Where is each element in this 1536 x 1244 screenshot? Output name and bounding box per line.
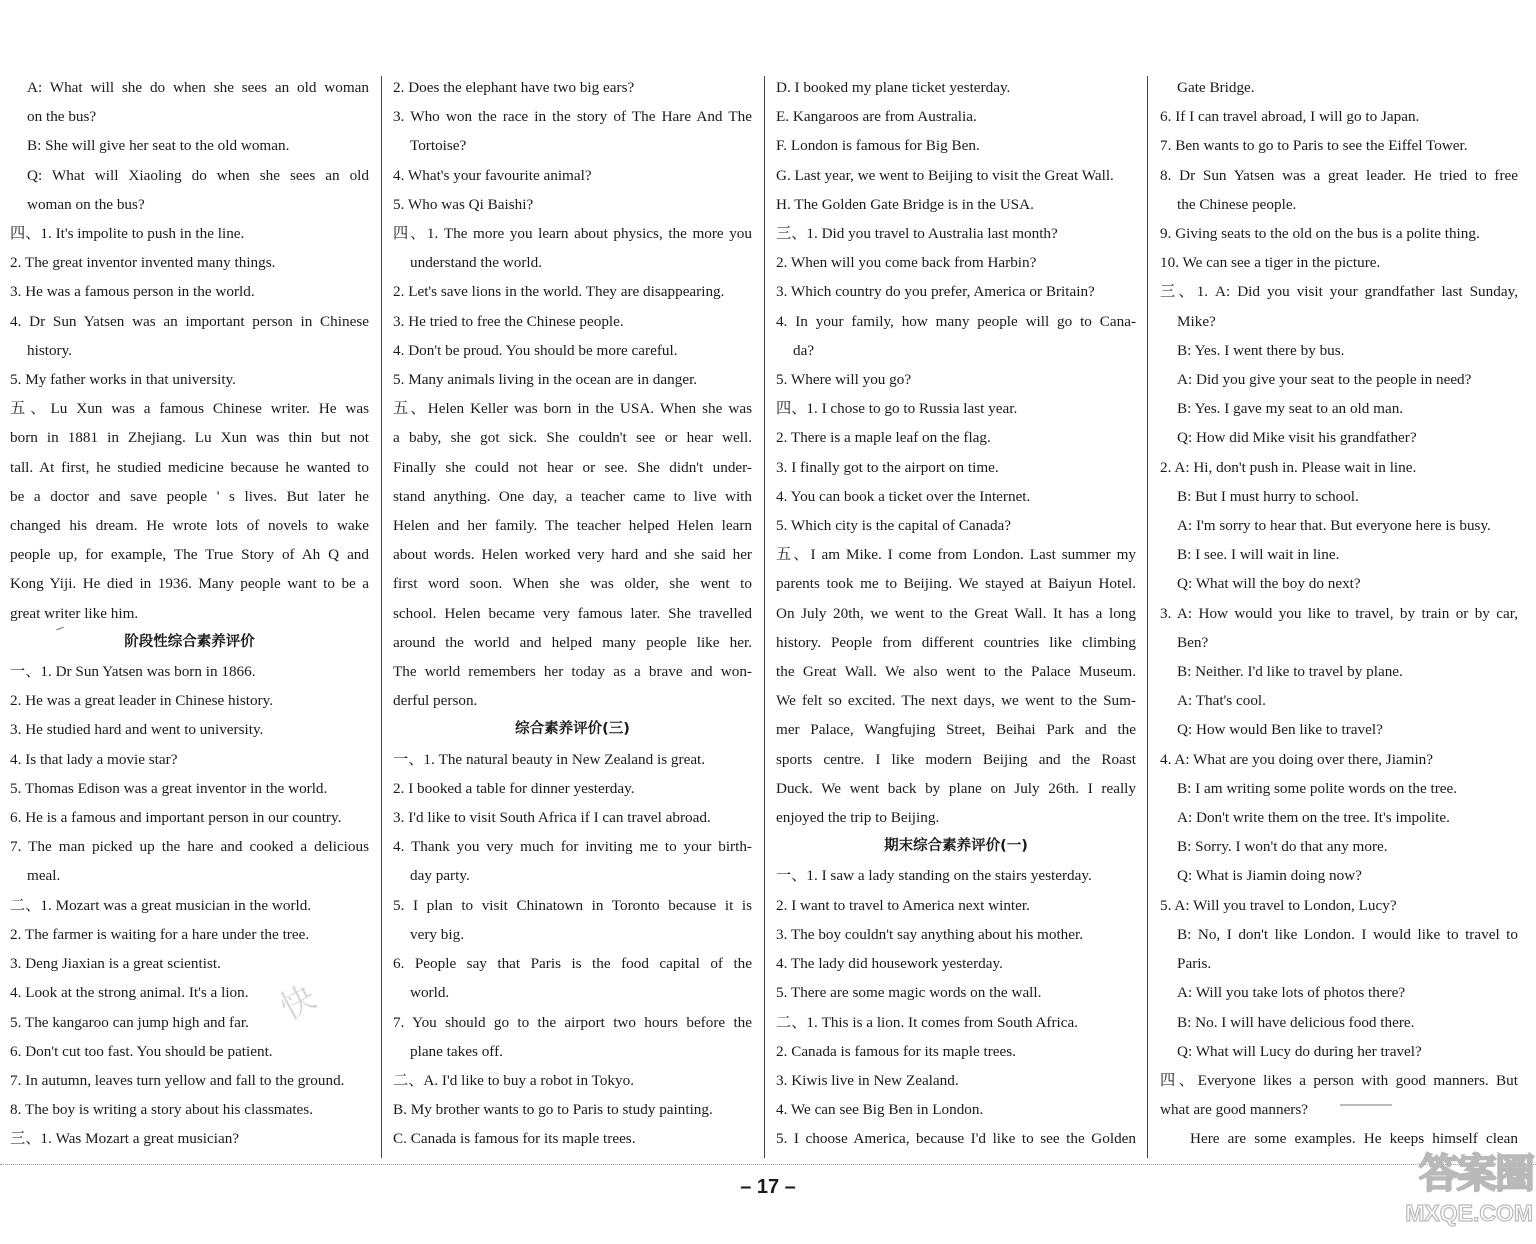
answer-line: 2. Canada is famous for its maple trees.	[776, 1042, 1016, 1060]
answer-line: 5. Who was Qi Baishi?	[393, 195, 534, 213]
answer-line: 4. Dr Sun Yatsen was an important person in Chinese	[10, 312, 369, 330]
column-3	[776, 73, 1136, 1154]
answer-line: born in 1881 in Zhejiang. Lu Xun was thin but not	[10, 429, 369, 447]
answer-line: 2. The farmer is waiting for a hare under the tree.	[10, 925, 310, 943]
column-divider	[1147, 76, 1148, 1158]
answer-line: 二、A. I'd like to buy a robot in Tokyo.	[393, 1071, 634, 1089]
answer-line: great writer like him.	[10, 604, 139, 622]
answer-line: 5. Many animals living in the ocean are in danger.	[393, 371, 698, 389]
answer-line: 8. The boy is writing a story about his classmates.	[10, 1101, 314, 1119]
answer-line: On July 20th, we went to the Great Wall. It has a long	[776, 604, 1136, 622]
answer-line: 一、1. Dr Sun Yatsen was born in 1866.	[10, 663, 256, 681]
answer-line: B: No, I don't like London. I would like to travel to	[1177, 925, 1518, 943]
answer-line: Q: What will the boy do next?	[1177, 575, 1361, 593]
footer-rule	[0, 1164, 1536, 1165]
answer-line: 4. Thank you very much for inviting me to your birth-	[393, 838, 752, 856]
answer-line: 6. Don't cut too fast. You should be patient.	[10, 1042, 273, 1060]
answer-line: on the bus?	[27, 108, 97, 126]
answer-line: people up, for example, The True Story of Ah Q and	[10, 546, 369, 564]
answer-line: 7. You should go to the airport two hours before the	[393, 1013, 752, 1031]
answer-line: 4. We can see Big Ben in London.	[776, 1101, 984, 1119]
answer-line: 4. The lady did housework yesterday.	[776, 955, 1003, 973]
answer-line: Here are some examples. He keeps himself clean	[1190, 1130, 1518, 1148]
answer-line: 五、I am Mike. I come from London. Last summer my	[776, 546, 1136, 564]
answer-line: 2. The great inventor invented many things.	[10, 254, 276, 272]
answer-line: around the world and helped many people like her.	[393, 633, 752, 651]
answer-line: 4. You can book a ticket over the Internet.	[776, 487, 1031, 505]
answer-line: Duck. We went back by plane on July 26th. I really	[776, 779, 1136, 797]
answer-line: 一、1. The natural beauty in New Zealand is great.	[393, 750, 706, 768]
answer-line: 3. Which country do you prefer, America or Britain?	[776, 283, 1095, 301]
stray-mark	[1340, 1104, 1392, 1106]
answer-line: 6. If I can travel abroad, I will go to Japan.	[1160, 108, 1420, 126]
answer-line: 4. What's your favourite animal?	[393, 166, 592, 184]
answer-line: 三、1. A: Did you visit your grandfather last Sunday,	[1160, 283, 1518, 301]
answer-line: about words. Helen worked very hard and she said her	[393, 546, 752, 564]
answer-line: B: She will give her seat to the old woman.	[27, 137, 290, 155]
answer-line: 5. I choose America, because I'd like to see the Golden	[776, 1130, 1136, 1148]
answer-line: day party.	[410, 867, 470, 885]
answer-line: 三、1. Did you travel to Australia last month?	[776, 225, 1058, 243]
answer-line: 3. A: How would you like to travel, by train or by car,	[1160, 604, 1518, 622]
answer-line: 3. He tried to free the Chinese people.	[393, 312, 624, 330]
answer-line: history. People from different countries like climbing	[776, 633, 1136, 651]
answer-line: 5. The kangaroo can jump high and far.	[10, 1013, 249, 1031]
answer-line: 2. A: Hi, don't push in. Please wait in line.	[1160, 458, 1417, 476]
section-heading: 期末综合素养评价(一)	[884, 838, 1028, 855]
answer-line: We felt so excited. The next days, we went to the Sum-	[776, 692, 1136, 710]
answer-line: 9. Giving seats to the old on the bus is a polite thing.	[1160, 225, 1480, 243]
answer-line: B. My brother wants to go to Paris to study painting.	[393, 1101, 713, 1119]
answer-line: 2. Let's save lions in the world. They are disappearing.	[393, 283, 725, 301]
answer-line: 7. In autumn, leaves turn yellow and fall to the ground.	[10, 1071, 345, 1089]
answer-line: Q: What will Xiaoling do when she sees an old	[27, 166, 369, 184]
answer-line: changed his dream. He wrote lots of novels to wake	[10, 517, 369, 535]
answer-line: 2. When will you come back from Harbin?	[776, 254, 1037, 272]
answer-line: A: Will you take lots of photos there?	[1177, 984, 1406, 1002]
answer-line: B: Sorry. I won't do that any more.	[1177, 838, 1388, 856]
answer-line: F. London is famous for Big Ben.	[776, 137, 980, 155]
answer-line: 5. Where will you go?	[776, 371, 912, 389]
answer-line: 5. Thomas Edison was a great inventor in the world.	[10, 779, 328, 797]
answer-line: 6. People say that Paris is the food capital of the	[393, 955, 752, 973]
answer-line: 4. A: What are you doing over there, Jiamin?	[1160, 750, 1434, 768]
column-4	[1160, 73, 1518, 1154]
answer-line: world.	[410, 984, 450, 1002]
answer-line: 3. Kiwis live in New Zealand.	[776, 1071, 959, 1089]
answer-line: 一、1. I saw a lady standing on the stairs yesterday.	[776, 867, 1092, 885]
answer-line: Q: How did Mike visit his grandfather?	[1177, 429, 1417, 447]
answer-line: 2. I booked a table for dinner yesterday.	[393, 779, 635, 797]
answer-line: a baby, she got sick. She couldn't see or hear well.	[393, 429, 752, 447]
answer-line: the Great Wall. We also went to the Palace Museum.	[776, 663, 1136, 681]
section-heading: 综合素养评价(三)	[515, 721, 630, 738]
answer-line: enjoyed the trip to Beijing.	[776, 809, 940, 827]
answer-line: mer Palace, Wangfujing Street, Beihai Park and the	[776, 721, 1136, 739]
answer-line: 二、1. This is a lion. It comes from South Africa.	[776, 1013, 1079, 1031]
answer-line: be a doctor and save people ' s lives. But later he	[10, 487, 369, 505]
answer-line: derful person.	[393, 692, 478, 710]
answer-line: parents took me to Beijing. We stayed at Baiyun Hotel.	[776, 575, 1136, 593]
answer-line: woman on the bus?	[27, 195, 145, 213]
answer-line: Finally she could not hear or see. She didn't under-	[393, 458, 752, 476]
column-divider	[764, 76, 765, 1158]
answer-line: 4. In your family, how many people will go to Cana-	[776, 312, 1136, 330]
faint-stamp-watermark: 快	[273, 976, 325, 1029]
answer-line: B: No. I will have delicious food there.	[1177, 1013, 1415, 1031]
answer-line: very big.	[410, 925, 464, 943]
answer-line: B: Neither. I'd like to travel by plane.	[1177, 663, 1403, 681]
answer-line: first word soon. When she was older, she went to	[393, 575, 752, 593]
answer-line: B: I see. I will wait in line.	[1177, 546, 1340, 564]
answer-line: 4. Is that lady a movie star?	[10, 750, 178, 768]
answer-line: 3. He studied hard and went to university.	[10, 721, 264, 739]
answer-line: A: Did you give your seat to the people in need?	[1177, 371, 1472, 389]
answer-line: 四、1. I chose to go to Russia last year.	[776, 400, 1018, 418]
answer-line: Kong Yiji. He died in 1936. Many people want to be a	[10, 575, 369, 593]
answer-line: Q: How would Ben like to travel?	[1177, 721, 1383, 739]
answer-line: history.	[27, 341, 72, 359]
answer-line: B: But I must hurry to school.	[1177, 487, 1359, 505]
answer-line: Ben?	[1177, 633, 1209, 651]
logo-url: MXQE.COM	[1405, 1200, 1533, 1226]
answer-line: 8. Dr Sun Yatsen was a great leader. He tried to free	[1160, 166, 1518, 184]
answer-line: 五、Helen Keller was born in the USA. When she was	[393, 400, 752, 418]
answer-line: The world remembers her today as a brave and won-	[393, 663, 752, 681]
answer-line: school. Helen became very famous later. She travelled	[393, 604, 752, 622]
answer-line: A: I'm sorry to hear that. But everyone here is busy.	[1177, 517, 1491, 535]
answer-line: 3. Who won the race in the story of The Hare And The	[393, 108, 752, 126]
answer-line: 7. The man picked up the hare and cooked a delicious	[10, 838, 369, 856]
answer-line: 5. There are some magic words on the wall.	[776, 984, 1042, 1002]
answer-line: Paris.	[1177, 955, 1212, 973]
answer-line: 4. Don't be proud. You should be more careful.	[393, 341, 678, 359]
answer-line: understand the world.	[410, 254, 543, 272]
column-2	[393, 73, 752, 1154]
answer-line: H. The Golden Gate Bridge is in the USA.	[776, 195, 1034, 213]
answer-line: 2. There is a maple leaf on the flag.	[776, 429, 991, 447]
answer-line: 3. Deng Jiaxian is a great scientist.	[10, 955, 221, 973]
answer-line: 三、1. Was Mozart a great musician?	[10, 1130, 240, 1148]
answer-line: 四、1. It's impolite to push in the line.	[10, 225, 245, 243]
answer-line: 10. We can see a tiger in the picture.	[1160, 254, 1381, 272]
section-heading: 阶段性综合素养评价	[124, 633, 255, 650]
answer-line: 5. My father works in that university.	[10, 371, 236, 389]
page-number: – 17 –	[740, 1176, 796, 1198]
answer-line: 5. A: Will you travel to London, Lucy?	[1160, 896, 1397, 914]
answer-line: A: That's cool.	[1177, 692, 1266, 710]
answer-line: A: Don't write them on the tree. It's impolite.	[1177, 809, 1450, 827]
answer-line: 3. I'd like to visit South Africa if I can travel abroad.	[393, 809, 711, 827]
answer-line: 四、1. The more you learn about physics, the more you	[393, 225, 752, 243]
answer-line: 7. Ben wants to go to Paris to see the Eiffel Tower.	[1160, 137, 1468, 155]
answer-line: 2. Does the elephant have two big ears?	[393, 79, 635, 96]
answer-line: B: I am writing some polite words on the tree.	[1177, 779, 1458, 797]
answer-line: sports centre. I like modern Beijing and the Roast	[776, 750, 1136, 768]
answer-line: Q: What is Jiamin doing now?	[1177, 867, 1362, 885]
answer-line: 2. I want to travel to America next winter.	[776, 896, 1030, 914]
answer-line: meal.	[27, 867, 61, 885]
answer-line: 4. Look at the strong animal. It's a lion.	[10, 984, 249, 1002]
answer-line: 五、Lu Xun was a famous Chinese writer. He was	[10, 400, 369, 418]
answer-line: 5. Which city is the capital of Canada?	[776, 517, 1012, 535]
answer-line: 6. He is a famous and important person in our country.	[10, 809, 342, 827]
answer-line: 2. He was a great leader in Chinese history.	[10, 692, 274, 710]
answer-line: da?	[793, 341, 815, 359]
site-logo-watermark	[1405, 1150, 1533, 1240]
answer-line: plane takes off.	[410, 1042, 503, 1060]
answer-line: Mike?	[1177, 312, 1216, 330]
answer-line: 3. The boy couldn't say anything about his mother.	[776, 925, 1084, 943]
answer-line: E. Kangaroos are from Australia.	[776, 108, 977, 126]
answer-line: B: Yes. I went there by bus.	[1177, 341, 1345, 359]
answer-line: the Chinese people.	[1177, 195, 1297, 213]
answer-line: 3. I finally got to the airport on time.	[776, 458, 999, 476]
answer-line: Q: What will Lucy do during her travel?	[1177, 1042, 1422, 1060]
answer-line: what are good manners?	[1160, 1101, 1309, 1119]
answer-line: C. Canada is famous for its maple trees.	[393, 1130, 636, 1148]
answer-line: A: What will she do when she sees an old woman	[27, 79, 369, 96]
answer-line: tall. At first, he studied medicine because he wanted to	[10, 458, 369, 476]
answer-line: Tortoise?	[410, 137, 467, 155]
answer-line: 3. He was a famous person in the world.	[10, 283, 255, 301]
answer-line: 四、Everyone likes a person with good manners. But	[1160, 1071, 1518, 1089]
answer-line: Gate Bridge.	[1177, 79, 1255, 96]
answer-line: B: Yes. I gave my seat to an old man.	[1177, 400, 1404, 418]
answer-line: D. I booked my plane ticket yesterday.	[776, 79, 1011, 96]
answer-line: G. Last year, we went to Beijing to visit the Great Wall.	[776, 166, 1114, 184]
logo-text: 答案圈	[1419, 1151, 1533, 1197]
answer-line: stand anything. One day, a teacher came to live with	[393, 487, 752, 505]
answer-line: 二、1. Mozart was a great musician in the world.	[10, 896, 312, 914]
answer-line: 5. I plan to visit Chinatown in Toronto because it is	[393, 896, 752, 914]
answer-line: Helen and her family. The teacher helped Helen learn	[393, 517, 752, 535]
